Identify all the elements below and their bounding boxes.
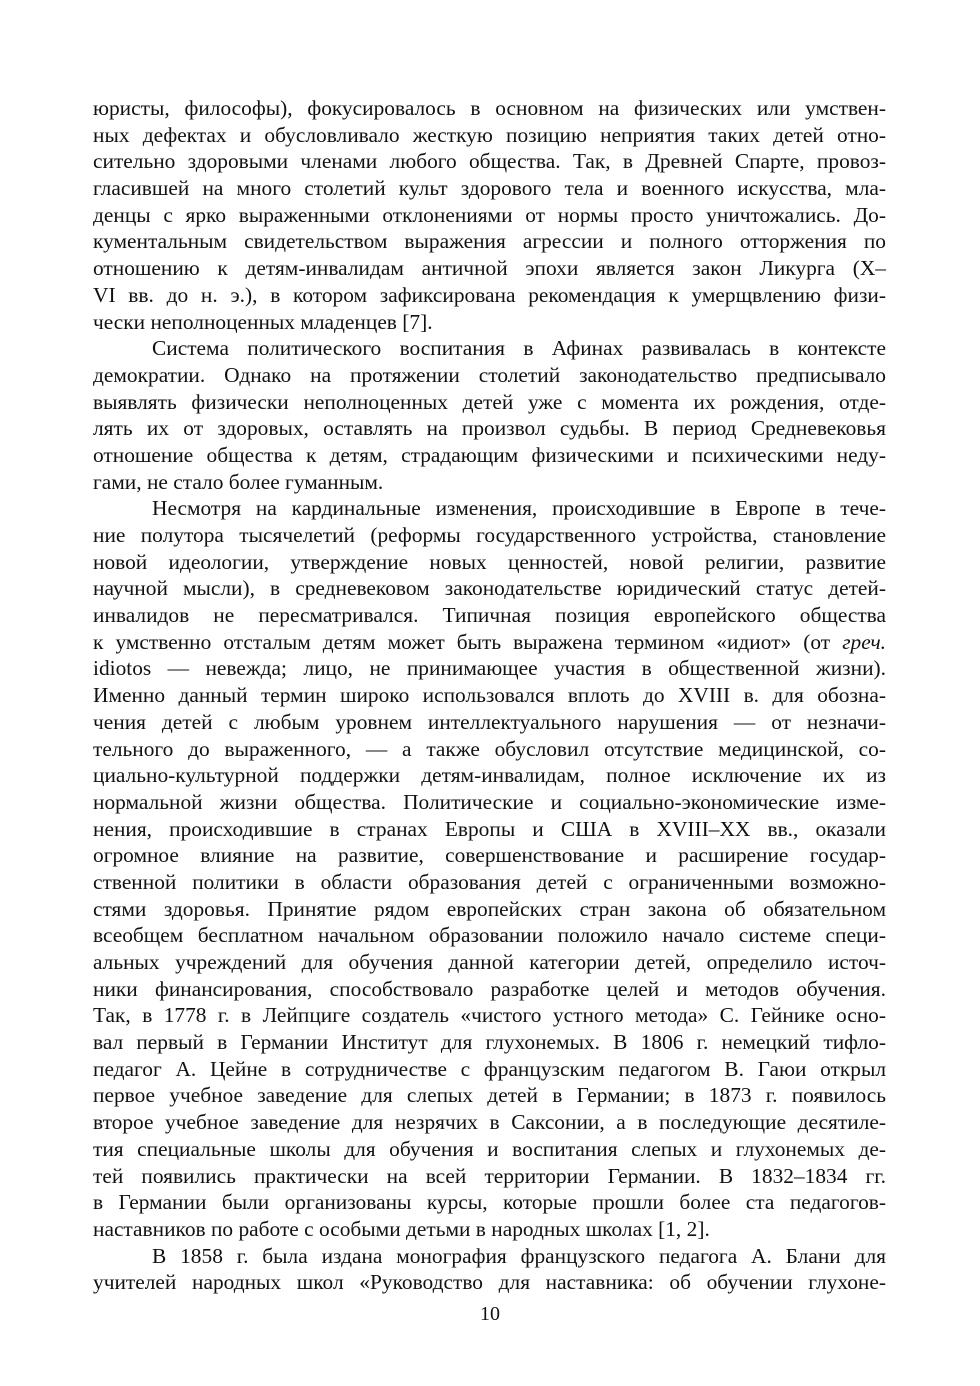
- paragraph: [93, 1243, 886, 1296]
- text-line-content: новой идеологии, утверждение новых ценностей, новой религии, развитие: [93, 549, 886, 574]
- text-line: [93, 255, 886, 282]
- text-line-content: наставников по работе с особыми детьми в народных школах [1, 2].: [93, 1216, 710, 1241]
- text-line-content: отношению к детям-инвалидам античной эпохи является закон Ликурга (X–: [93, 256, 886, 281]
- text-line-content: чения детей с любым уровнем интеллектуального нарушения — от незначи-: [93, 709, 886, 734]
- text-line: [93, 1082, 886, 1109]
- text-line-content: тия специальные школы для обучения и воспитания слепых и глухонемых де-: [93, 1136, 886, 1161]
- text-line-content: вал первый в Германии Институт для глухонемых. В 1806 г. немецкий тифло-: [93, 1030, 886, 1055]
- text-line-content: Так, в 1778 г. в Лейпциге создатель «чистого устного метода» С. Гейнике осно-: [93, 1003, 886, 1028]
- text-line: [93, 949, 886, 976]
- text-line: [93, 842, 886, 869]
- text-line-content: нормальной жизни общества. Политические и социально-экономические изме-: [93, 789, 886, 814]
- text-line: [93, 522, 886, 549]
- text-line: [93, 415, 886, 442]
- text-line: [93, 1002, 886, 1029]
- text-line: [93, 1136, 886, 1163]
- text-line: [93, 335, 886, 362]
- text-line-content: циально-культурной поддержки детям-инвалидам, полное исключение их из: [93, 763, 886, 788]
- text-line: [93, 282, 886, 309]
- text-line: [93, 202, 886, 229]
- text-line-content: В 1858 г. была издана монография французского педагога А. Блани для: [152, 1243, 886, 1268]
- text-line: [93, 442, 886, 469]
- text-line-content: в Германии были организованы курсы, которые прошли более ста педагогов-: [93, 1190, 886, 1215]
- text-line-content: отношение общества к детям, страдающим физическими и психическими неду-: [93, 442, 886, 467]
- text-line: [93, 602, 886, 629]
- text-line-content: Система политического воспитания в Афинах развивалась в контексте: [152, 336, 886, 361]
- text-line-content: первое учебное заведение для слепых детей в Германии; в 1873 г. появилось: [93, 1083, 886, 1108]
- text-line: [93, 709, 886, 736]
- text-line-content: Именно данный термин широко использовался вплоть до XVIII в. для обозна-: [93, 683, 886, 708]
- text-line: [93, 1056, 886, 1083]
- paragraph: [93, 495, 886, 1242]
- text-line: [93, 469, 886, 496]
- text-line: [93, 1269, 886, 1296]
- text-line: [93, 95, 886, 122]
- text-line: [93, 869, 886, 896]
- text-line: [93, 549, 886, 576]
- text-line-content: юристы, философы), фокусировалось в основном на физических или умствен-: [93, 96, 886, 120]
- text-line-content: сительно здоровыми членами любого общества. Так, в Древней Спарте, провоз-: [93, 149, 886, 174]
- text-line-content: нения, происходившие в странах Европы и США в XVIII–XX вв., оказали: [93, 816, 886, 841]
- text-line-content: стями здоровья. Принятие рядом европейских стран закона об обязательном: [93, 896, 886, 921]
- text-line: [93, 762, 886, 789]
- text-line-content: лять их от здоровых, оставлять на произвол судьбы. В период Средневековья: [93, 416, 886, 441]
- text-line-content: гласившей на много столетий культ здорового тела и военного искусства, мла-: [93, 176, 886, 201]
- text-line-content: инвалидов не пересматривался. Типичная позиция европейского общества: [93, 603, 886, 628]
- text-line-content: второе учебное заведение для незрячих в Саксонии, а в последующие десятиле-: [93, 1110, 886, 1135]
- text-line-content: ние полутора тысячелетий (реформы государственного устройства, становление: [93, 523, 886, 547]
- text-line-content: кументальным свидетельством выражения агрессии и полного отторжения по: [93, 229, 886, 254]
- page-body: [93, 95, 886, 1296]
- text-line: [93, 922, 886, 949]
- text-line-content: демократии. Однако на протяжении столетий законодательство предписывало: [93, 362, 886, 387]
- text-line-content: к умственно отсталым детям может быть выражена термином «идиот» (от: [93, 629, 843, 654]
- paragraph: [93, 95, 886, 335]
- text-line: [93, 976, 886, 1003]
- text-line: [93, 1216, 886, 1243]
- text-line-content: VI вв. до н. э.), в котором зафиксирована рекомендация к умерщвлению физи-: [93, 282, 886, 307]
- text-line: [93, 389, 886, 416]
- text-line: [93, 1243, 886, 1270]
- text-line: [93, 1163, 886, 1190]
- text-line: [93, 1029, 886, 1056]
- text-line-content: педагог А. Цейне в сотрудничестве с французским педагогом В. Гаюи открыл: [93, 1056, 886, 1081]
- text-line-content: ственной политики в области образования детей с ограниченными возможно-: [93, 869, 886, 894]
- text-line-content: альных учреждений для обучения данной категории детей, определило источ-: [93, 950, 886, 974]
- text-line-content: тельного до выраженного, — а также обусловил отсутствие медицинской, со-: [93, 736, 886, 761]
- text-line-content: денцы с ярко выраженными отклонениями от нормы просто уничтожались. До-: [93, 202, 886, 227]
- text-line: [93, 1109, 886, 1136]
- text-line: [93, 175, 886, 202]
- text-line: [93, 629, 886, 656]
- text-line-content: тей появились практически на всей территории Германии. В 1832–1834 гг.: [93, 1163, 886, 1188]
- text-line-content: Несмотря на кардинальные изменения, происходившие в Европе в тече-: [152, 496, 886, 521]
- text-line: [93, 122, 886, 149]
- text-line: [93, 736, 886, 763]
- paragraph: [93, 335, 886, 495]
- text-line: [93, 896, 886, 923]
- text-line-content: idiotos — невежда; лицо, не принимающее участия в общественной жизни).: [93, 656, 886, 681]
- text-line: [93, 682, 886, 709]
- text-line-content: всеобщем бесплатном начальном образовании положило начало системе специ-: [93, 923, 886, 948]
- text-line: [93, 1189, 886, 1216]
- text-line-content: научной мысли), в средневековом законодательстве юридический статус детей-: [93, 576, 886, 601]
- text-line: [93, 309, 886, 336]
- italic-term: греч.: [842, 629, 886, 654]
- text-line-content: выявлять физически неполноценных детей уже с момента их рождения, отде-: [93, 389, 886, 414]
- text-line: [93, 148, 886, 175]
- text-line: [93, 789, 886, 816]
- text-line: [93, 228, 886, 255]
- text-line: [93, 495, 886, 522]
- text-line: [93, 362, 886, 389]
- text-line: [93, 816, 886, 843]
- text-line-content: ных дефектах и обусловливало жесткую позицию неприятия таких детей отно-: [93, 122, 886, 147]
- page-number: 10: [480, 1303, 500, 1325]
- text-line-content: ники финансирования, способствовало разработке целей и методов обучения.: [93, 976, 886, 1001]
- text-line-content: гами, не стало более гуманным.: [93, 469, 384, 494]
- text-line-content: огромное влияние на развитие, совершенствование и расширение государ-: [93, 843, 886, 868]
- text-line: [93, 575, 886, 602]
- text-line: [93, 655, 886, 682]
- text-line-content: учителей народных школ «Руководство для наставника: об обучении глухоне-: [93, 1270, 886, 1295]
- text-line-content: чески неполноценных младенцев [7].: [93, 309, 433, 334]
